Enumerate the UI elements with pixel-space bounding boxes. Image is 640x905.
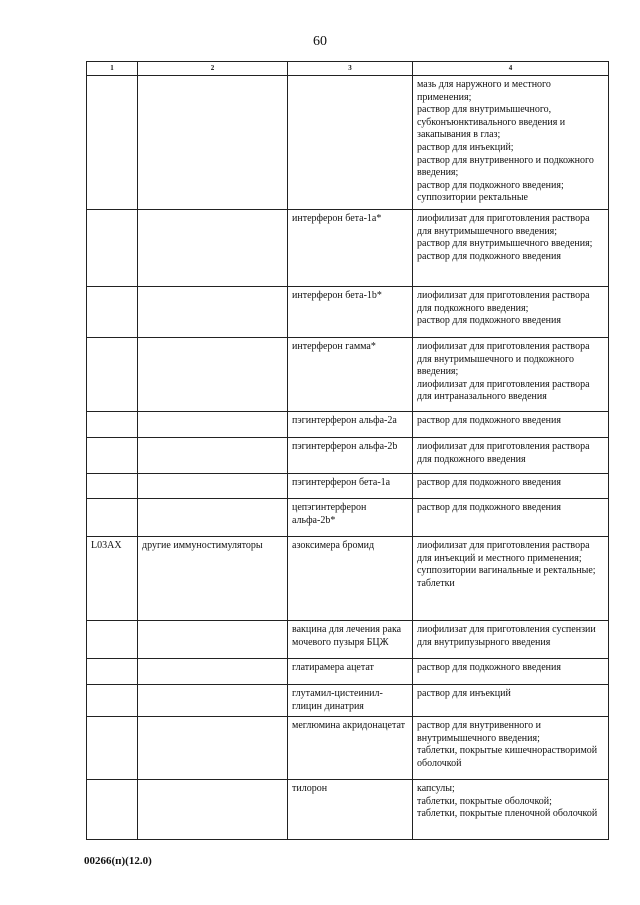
group-name-cell: [138, 474, 288, 499]
atc-code-cell: [87, 659, 138, 685]
table-row: [87, 76, 609, 210]
atc-code-cell: [87, 338, 138, 412]
atc-code-cell: [87, 499, 138, 537]
atc-code-cell: [87, 474, 138, 499]
group-name-cell: [138, 287, 288, 338]
group-name-cell: [138, 412, 288, 438]
group-name-cell: [138, 659, 288, 685]
atc-code-cell: [87, 76, 138, 210]
dosage-form-cell: лиофилизат для приготовления раствора для внутримышечного и подкожного введения; лиофилизат для приготовления раствора для интраназального введения: [413, 338, 609, 412]
column-number-2: 2: [138, 62, 288, 76]
drug-name-cell: интерферон бета-1a*: [288, 210, 413, 287]
drug-name-cell: пэгинтерферон альфа-2b: [288, 438, 413, 474]
dosage-form-cell: раствор для подкожного введения: [413, 499, 609, 537]
drug-name-cell: интерферон бета-1b*: [288, 287, 413, 338]
drug-name-cell: цепэгинтерферон альфа-2b*: [288, 499, 413, 537]
table-row: [87, 438, 609, 474]
dosage-form-cell: лиофилизат для приготовления суспензии для внутрипузырного введения: [413, 621, 609, 659]
atc-code-cell: [87, 717, 138, 780]
dosage-form-cell: раствор для подкожного введения: [413, 412, 609, 438]
dosage-form-cell: лиофилизат для приготовления раствора для инъекций и местного применения; суппозитории вагинальные и ректальные; таблетки: [413, 537, 609, 621]
table-row: [87, 210, 609, 287]
table-row: [87, 499, 609, 537]
group-name-cell: [138, 780, 288, 840]
drug-name-cell: меглюмина акридонацетат: [288, 717, 413, 780]
drug-name-cell: пэгинтерферон альфа-2a: [288, 412, 413, 438]
table-row: [87, 780, 609, 840]
dosage-form-cell: лиофилизат для приготовления раствора для подкожного введения; раствор для подкожного введения: [413, 287, 609, 338]
dosage-form-cell: лиофилизат для приготовления раствора для внутримышечного введения; раствор для внутримышечного введения; раствор для подкожного введения: [413, 210, 609, 287]
atc-code-cell: [87, 438, 138, 474]
dosage-form-cell: раствор для инъекций: [413, 685, 609, 717]
table-row: [87, 287, 609, 338]
group-name-cell: [138, 438, 288, 474]
dosage-form-cell: капсулы; таблетки, покрытые оболочкой; таблетки, покрытые пленочной оболочкой: [413, 780, 609, 840]
atc-code-cell: [87, 621, 138, 659]
group-name-cell: [138, 210, 288, 287]
drug-name-cell: глутамил-цистеинил-глицин динатрия: [288, 685, 413, 717]
drug-name-cell: вакцина для лечения рака мочевого пузыря БЦЖ: [288, 621, 413, 659]
table-row: [87, 474, 609, 499]
table-row: [87, 685, 609, 717]
dosage-form-cell: раствор для подкожного введения: [413, 474, 609, 499]
table-row: [87, 412, 609, 438]
drug-name-cell: интерферон гамма*: [288, 338, 413, 412]
drug-name-cell: пэгинтерферон бета-1a: [288, 474, 413, 499]
atc-code-cell: [87, 412, 138, 438]
atc-code-cell: L03AX: [87, 537, 138, 621]
dosage-form-cell: мазь для наружного и местного применения; раствор для внутримышечного, субконъюнктивального введения и закапывания в глаз; раствор для инъекций; раствор для внутривенного и подкожного введения; раствор для подкожного введения; суппозитории ректальные: [413, 76, 609, 210]
group-name-cell: другие иммуностимуляторы: [138, 537, 288, 621]
group-name-cell: [138, 338, 288, 412]
dosage-form-cell: раствор для подкожного введения: [413, 659, 609, 685]
header-row: [87, 62, 609, 76]
atc-code-cell: [87, 780, 138, 840]
drug-name-cell: тилорон: [288, 780, 413, 840]
column-number-3: 3: [288, 62, 413, 76]
drug-name-cell: глатирамера ацетат: [288, 659, 413, 685]
atc-code-cell: [87, 210, 138, 287]
table-row: [87, 659, 609, 685]
group-name-cell: [138, 621, 288, 659]
table-row: [87, 338, 609, 412]
drug-name-cell: азоксимера бромид: [288, 537, 413, 621]
atc-code-cell: [87, 287, 138, 338]
group-name-cell: [138, 685, 288, 717]
dosage-form-cell: раствор для внутривенного и внутримышечного введения; таблетки, покрытые кишечнорастворимой оболочкой: [413, 717, 609, 780]
table-row: [87, 717, 609, 780]
atc-code-cell: [87, 685, 138, 717]
group-name-cell: [138, 717, 288, 780]
column-number-1: 1: [87, 62, 138, 76]
document-code: 00266(п)(12.0): [84, 855, 152, 867]
group-name-cell: [138, 499, 288, 537]
dosage-form-cell: лиофилизат для приготовления раствора для подкожного введения: [413, 438, 609, 474]
column-number-4: 4: [413, 62, 609, 76]
drug-name-cell: [288, 76, 413, 210]
group-name-cell: [138, 76, 288, 210]
table-row: [87, 537, 609, 621]
page-number: 60: [313, 34, 327, 49]
medication-table: [86, 61, 609, 840]
table-row: [87, 621, 609, 659]
